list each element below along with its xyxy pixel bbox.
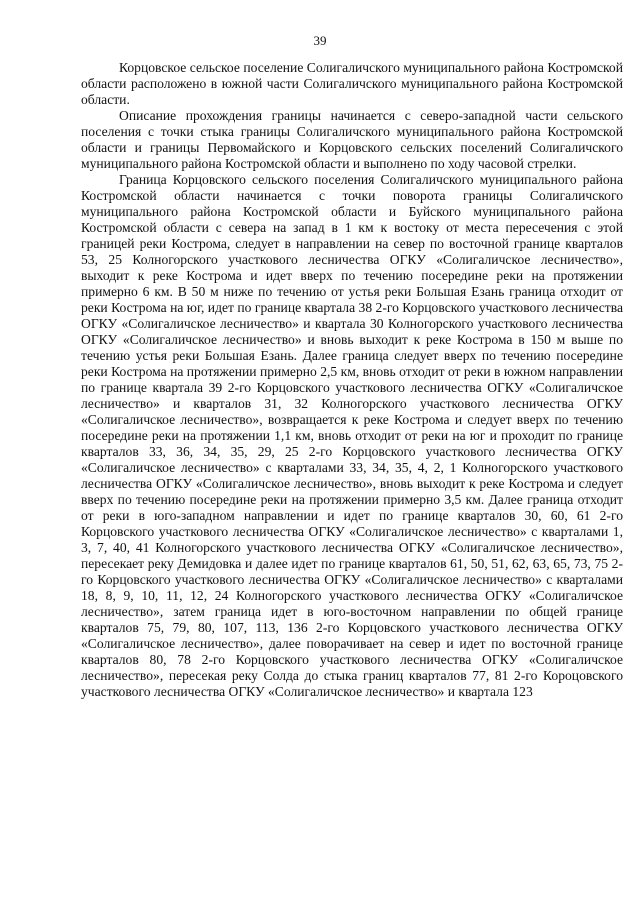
page-number: 39 (313, 33, 327, 48)
document-body (81, 60, 623, 700)
paragraph-boundary-route: Граница Корцовского сельского поселения Солигаличского муниципального района Костромской области начинается с точки поворота границы Солигаличского муниципального района Костромской области и Буйского муниципального района Костромской области с севера на запад в 1 км к востоку от места пересечения с этой границей реки Кострома, следует в направлении на север по восточной границе кварталов 53, 25 Колногорского участкового лесничества ОГКУ «Солигаличское лесничество», выходит к реке Кострома и идет вверх по течению посередине реки на протяжении примерно 6 км. В 50 м ниже по течению от устья реки Большая Езань граница отходит от реки Кострома на юг, идет по границе квартала 38 2-го Корцовского участкового лесничества ОГКУ «Солигаличское лесничество» и квартала 30 Колногорского участкового лесничества ОГКУ «Солигаличское лесничество» и вновь выходит к реке Кострома в 150 м выше по течению устья реки Большая Езань. Далее граница следует вверх по течению посередине реки Кострома на протяжении примерно 2,5 км, вновь отходит от реки в южном направлении по границе квартала 39 2-го Корцовского участкового лесничества ОГКУ «Солигаличское лесничество» и кварталов 31, 32 Колногорского участкового лесничества ОГКУ «Солигаличское лесничество», возвращается к реке Кострома и следует вверх по течению посередине реки на протяжении 1,1 км, вновь отходит от реки на юг и проходит по границе кварталов 33, 36, 34, 35, 29, 25 2-го Корцовского участкового лесничества ОГКУ «Солигаличское лесничество» с кварталами 33, 34, 35, 4, 2, 1 Колногорского участкового лесничества ОГКУ «Солигаличское лесничество», вновь выходит к реке Кострома и следует вверх по течению посередине реки на протяжении примерно 3,5 км. Далее граница отходит от реки в юго-западном направлении и идет по границе кварталов 30, 60, 61 2-го Корцовского участкового лесничества ОГКУ «Солигаличское лесничество» с кварталами 1, 3, 7, 40, 41 Колногорского участкового лесничества ОГКУ «Солигаличское лесничество», пересекает реку Демидовка и далее идет по границе кварталов 61, 50, 51, 62, 63, 65, 73, 75 2-го Корцовского участкового лесничества ОГКУ «Солигаличское лесничество» с кварталами 18, 8, 9, 10, 11, 12, 24 Колногорского участкового лесничества ОГКУ «Солигаличское лесничество», затем граница идет в юго-восточном направлении по общей границе кварталов 75, 79, 80, 107, 113, 136 2-го Корцовского участкового лесничества ОГКУ «Солигаличское лесничество», далее поворачивает на север и идет по восточной границе кварталов 80, 78 2-го Корцовского участкового лесничества ОГКУ «Солигаличское лесничество», пересекая реку Солда до стыка границ кварталов 77, 81 2-го Короцовского участкового лесничества ОГКУ «Солигаличское лесничество» и квартала 123 (81, 172, 623, 699)
paragraph-description-start: Описание прохождения границы начинается с северо-западной части сельского поселения с точки стыка границы Солигаличского муниципального района Костромской области и границы Первомайского и Корцовского сельских поселений Солигаличского муниципального района Костромской области и выполнено по ходу часовой стрелки. (81, 108, 623, 171)
paragraph-location: Корцовское сельское поселение Солигаличского муниципального района Костромской области расположено в южной части Солигаличского муниципального района Костромской области. (81, 60, 623, 107)
